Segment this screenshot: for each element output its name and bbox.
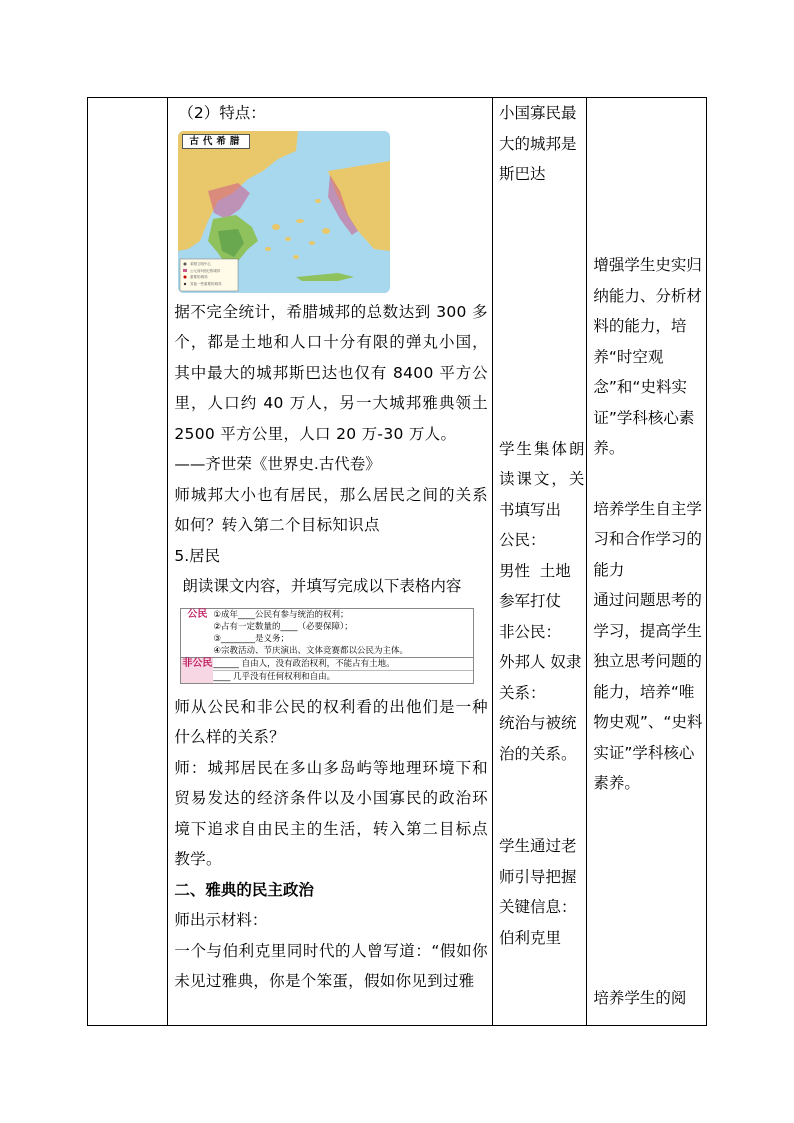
paragraph-transition: 师城邦大小也有居民，那么居民之间的关系如何？转入第二个目标知识点 [174,485,488,534]
student-line: 男性 土地 [498,561,571,580]
student-line: 非公民： [498,622,561,641]
intent-note-4: 培养学生的阅 [593,988,687,1007]
citizen-line: ④宗教活动、节庆演出、文体竞赛都以公民为主体。 [213,645,408,656]
table-row [88,98,707,1026]
lesson-plan-table [87,97,707,1026]
student-line: 外邦人 奴隶 [498,653,582,671]
svg-text:公元前5世纪的城邦: 公元前5世纪的城邦 [190,268,221,273]
student-note-3: 学生通过老师引导把握关键信息：伯利克里 [498,837,577,947]
intent-note-2: 培养学生自主学习和合作学习的能力 [593,499,702,579]
citizen-line: ①成年____公民有参与统治的权利； [213,609,349,620]
paragraph-relationship-question: 师从公民和非公民的权利看的出他们是一种什么样的关系？ [174,697,488,746]
student-line: 关系： [498,683,546,702]
student-line: 学生集体朗读课文，关书填写出 [498,439,585,519]
noncitizen-line: ____ 几乎没有任何权利和自由。 [213,670,473,683]
process-column [88,98,168,1026]
student-line: 统治与被统治的关系。 [498,714,577,763]
student-activity-column [492,98,586,1026]
paragraph-environment: 师：城邦居民在多山多岛屿等地理环境下和贸易发达的经济条件以及小国寡民的政治环境下追求自由民主的生活，转入第二目标点教学。 [174,758,488,868]
student-line: 公民： [498,531,546,549]
section-heading-athens: 二、雅典的民主政治 [174,880,314,899]
design-intent-column [587,98,707,1026]
citizen-line: ③________是义务； [213,633,289,644]
citation: ——齐世荣《世界史.古代卷》 [174,455,381,473]
read-instruction: 朗读课文内容，并填写完成以下表格内容 [182,577,462,595]
citizen-label: 公民 [181,609,213,658]
item-residents: 5.居民 [174,546,221,565]
intent-note-3: 通过问题思考的学习，提高学生独立思考问题的能力，培养“唯物史观”、“史料实证”学科核心素养。 [593,591,703,792]
student-note-1: 小国寡民最大的城邦是斯巴达 [498,104,577,183]
paragraph-material: 师出示材料： [174,911,268,929]
noncitizen-label: 非公民 [181,657,213,683]
map-title: 古代希腊 [182,134,250,149]
paragraph-quote: 一个与伯利克里同时代的人曾写道：“假如你未见过雅典，你是个笨蛋，假如你见到过雅 [174,941,488,990]
paragraph-statistics: 据不完全统计，希腊城邦的总数达到 300 多个，都是土地和人口十分有限的弹丸小国，其中最大的城邦斯巴达也仅有 8400 平方公里，人口约 40 万人，另一大城邦雅典领土2500 平方公里，人口 20 万-30 万人。 [174,302,488,443]
intent-note-1: 增强学生史实归纳能力、分析材料的能力，培养“时空观念”和“史料实证”学科核心素养。 [593,256,702,457]
citizen-figure [180,608,474,684]
student-line: 参军打仗 [498,592,561,610]
map-graphic [178,131,390,293]
teaching-content-column [168,98,493,1026]
svg-text:其他一些重要的城邦: 其他一些重要的城邦 [190,281,222,286]
noncitizen-line: ______ 自由人，没有政治权利，不能占有土地。 [213,658,395,669]
citizen-line: ②占有一定数量的____（必要保障）； [213,621,353,632]
feature-heading: （2）特点： [178,104,266,122]
ancient-greece-map [178,131,390,293]
svg-text:希腊文明中心: 希腊文明中心 [190,261,212,266]
svg-text:重要的城邦: 重要的城邦 [190,274,208,279]
